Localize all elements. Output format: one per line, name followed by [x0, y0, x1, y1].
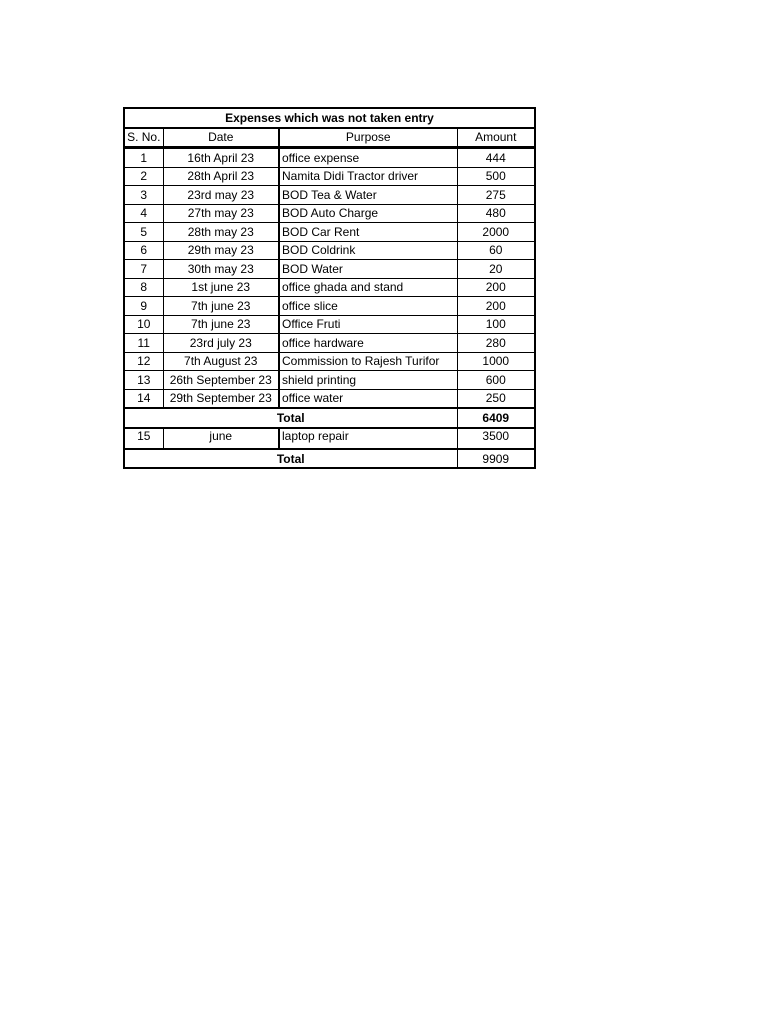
date-cell: june: [163, 428, 279, 449]
date-cell: 7th june 23: [163, 315, 279, 334]
date-cell: 23rd may 23: [163, 186, 279, 205]
sno-cell: 12: [124, 352, 163, 371]
amount-cell: 280: [457, 334, 535, 353]
purpose-cell: office slice: [279, 297, 457, 316]
sno-cell: 13: [124, 371, 163, 390]
date-cell: 30th may 23: [163, 260, 279, 279]
date-cell: 26th September 23: [163, 371, 279, 390]
table-row: [124, 148, 535, 168]
sno-cell: 6: [124, 241, 163, 260]
amount-cell: 2000: [457, 223, 535, 242]
table-row: [124, 371, 535, 390]
table-row: [124, 204, 535, 223]
subtotal-amount: 6409: [457, 408, 535, 428]
table-row: [124, 297, 535, 316]
header-purpose: Purpose: [279, 128, 457, 148]
table-row: [124, 260, 535, 279]
date-cell: 7th june 23: [163, 297, 279, 316]
date-cell: 23rd july 23: [163, 334, 279, 353]
date-cell: 28th may 23: [163, 223, 279, 242]
amount-cell: 250: [457, 389, 535, 408]
purpose-cell: office ghada and stand: [279, 278, 457, 297]
purpose-cell: Office Fruti: [279, 315, 457, 334]
amount-cell: 20: [457, 260, 535, 279]
header-sno: S. No.: [124, 128, 163, 148]
table-row: [124, 389, 535, 408]
header-date: Date: [163, 128, 279, 148]
grand-total-row: [124, 449, 535, 468]
table-title-row: [124, 108, 535, 128]
table-row: [124, 315, 535, 334]
date-cell: 28th April 23: [163, 167, 279, 186]
table-row: [124, 334, 535, 353]
grand-total-label: Total: [124, 449, 457, 468]
purpose-cell: Commission to Rajesh Turifor: [279, 352, 457, 371]
date-cell: 29th September 23: [163, 389, 279, 408]
grand-total-amount: 9909: [457, 449, 535, 468]
purpose-cell: BOD Water: [279, 260, 457, 279]
sno-cell: 11: [124, 334, 163, 353]
amount-cell: 600: [457, 371, 535, 390]
table-row: [124, 278, 535, 297]
table-header-row: [124, 128, 535, 148]
amount-cell: 500: [457, 167, 535, 186]
purpose-cell: office hardware: [279, 334, 457, 353]
date-cell: 29th may 23: [163, 241, 279, 260]
sno-cell: 14: [124, 389, 163, 408]
amount-cell: 275: [457, 186, 535, 205]
sno-cell: 5: [124, 223, 163, 242]
table-row: [124, 186, 535, 205]
purpose-cell: Namita Didi Tractor driver: [279, 167, 457, 186]
date-cell: 7th August 23: [163, 352, 279, 371]
purpose-cell: BOD Tea & Water: [279, 186, 457, 205]
table-row: [124, 428, 535, 449]
amount-cell: 60: [457, 241, 535, 260]
purpose-cell: office expense: [279, 148, 457, 168]
sno-cell: 8: [124, 278, 163, 297]
amount-cell: 1000: [457, 352, 535, 371]
date-cell: 27th may 23: [163, 204, 279, 223]
amount-cell: 3500: [457, 428, 535, 449]
amount-cell: 200: [457, 278, 535, 297]
purpose-cell: shield printing: [279, 371, 457, 390]
purpose-cell: BOD Auto Charge: [279, 204, 457, 223]
sno-cell: 1: [124, 148, 163, 168]
purpose-cell: office water: [279, 389, 457, 408]
date-cell: 1st june 23: [163, 278, 279, 297]
table-row: [124, 223, 535, 242]
sno-cell: 7: [124, 260, 163, 279]
purpose-cell: laptop repair: [279, 428, 457, 449]
sno-cell: 15: [124, 428, 163, 449]
date-cell: 16th April 23: [163, 148, 279, 168]
table-title: Expenses which was not taken entry: [124, 108, 535, 128]
table-row: [124, 167, 535, 186]
amount-cell: 480: [457, 204, 535, 223]
subtotal-label: Total: [124, 408, 457, 428]
expenses-table: [123, 107, 536, 469]
sno-cell: 2: [124, 167, 163, 186]
amount-cell: 100: [457, 315, 535, 334]
amount-cell: 200: [457, 297, 535, 316]
purpose-cell: BOD Car Rent: [279, 223, 457, 242]
header-amount: Amount: [457, 128, 535, 148]
table-row: [124, 241, 535, 260]
sno-cell: 4: [124, 204, 163, 223]
subtotal-row: [124, 408, 535, 428]
sno-cell: 9: [124, 297, 163, 316]
sno-cell: 10: [124, 315, 163, 334]
sno-cell: 3: [124, 186, 163, 205]
purpose-cell: BOD Coldrink: [279, 241, 457, 260]
amount-cell: 444: [457, 148, 535, 168]
table-row: [124, 352, 535, 371]
expense-sheet: [123, 107, 536, 469]
